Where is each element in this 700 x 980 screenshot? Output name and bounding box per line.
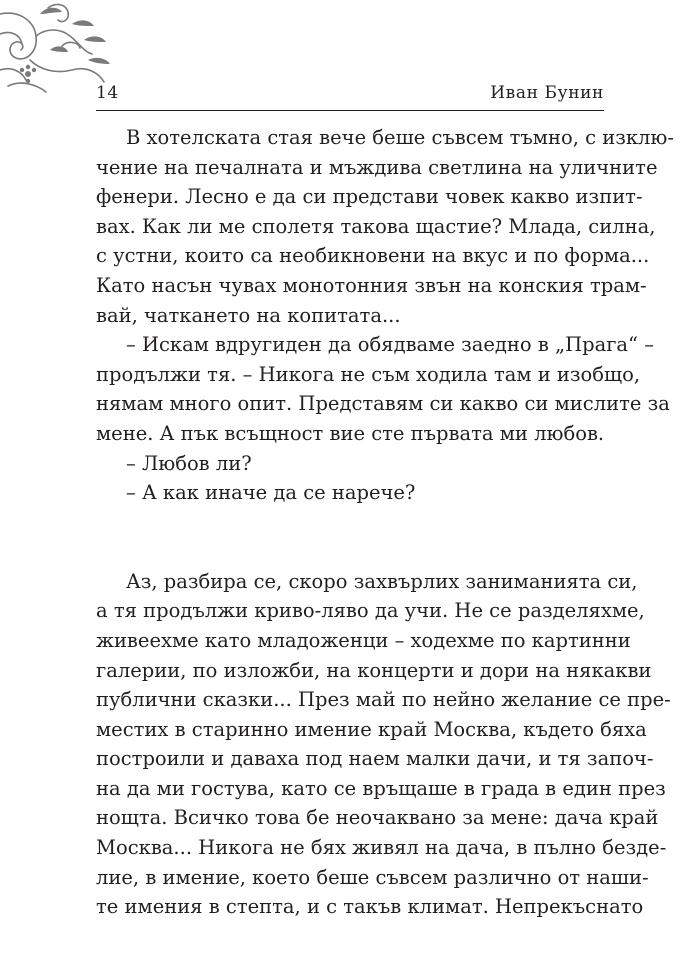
text-line: фенери. Лесно е да си представи човек какво изпит- bbox=[96, 185, 643, 209]
text-line: те имения в степта, и с такъв климат. Непрекъснато bbox=[96, 895, 644, 919]
text-line: продължи тя. – Никога не съм ходила там и изобщо, bbox=[96, 362, 641, 386]
text-line: галерии, по изложби, на концерти и дори на някакви bbox=[96, 658, 652, 682]
text-line: нощта. Всичко това бе неочаквано за мене: дача край bbox=[96, 806, 659, 830]
text-line: публични сказки... През май по нейно желание се пре- bbox=[96, 688, 671, 712]
corner-flourish-ornament bbox=[0, 0, 120, 96]
running-title: Иван Бунин bbox=[490, 83, 604, 103]
text-line: живеехме като младоженци – ходехме по картинни bbox=[96, 628, 631, 652]
text-line: – Любов ли? bbox=[126, 451, 252, 475]
section-break bbox=[96, 508, 604, 567]
paragraph-dialogue-reply bbox=[96, 478, 604, 508]
text-line: нямам много опит. Представям си какво си мислите за bbox=[96, 392, 670, 416]
paragraph-dialogue-love bbox=[96, 449, 604, 479]
paragraph-dialogue-praga bbox=[96, 330, 670, 448]
text-line: а тя продължи криво-ляво да учи. Не се разделяхме, bbox=[96, 599, 645, 623]
text-line: построили и даваха под наем малки дачи, и тя започ- bbox=[96, 747, 654, 771]
text-line: Като насън чувах монотонния звън на конския трам- bbox=[96, 273, 647, 297]
text-line: – А как иначе да се нарече? bbox=[126, 481, 416, 505]
text-line: В хотелската стая вече беше съвсем тъмно, с изклю- bbox=[126, 126, 674, 149]
header-rule bbox=[96, 110, 604, 111]
page-number: 14 bbox=[96, 83, 119, 103]
text-line: вай, чаткането на копитата... bbox=[96, 303, 401, 327]
text-line: – Искам вдругиден да обядваме заедно в „Прага“ – bbox=[126, 333, 654, 357]
paragraph-hotel-room bbox=[96, 123, 674, 330]
body-text bbox=[96, 123, 674, 922]
text-line: Москва... Никога не бях живял на дача, в пълно безде- bbox=[96, 836, 667, 860]
text-line: чение на печалната и мъждива светлина на уличните bbox=[96, 155, 658, 179]
text-line: мене. А пък всъщност вие сте първата ми любов. bbox=[96, 421, 605, 445]
text-line: вах. Как ли ме сполетя такова щастие? Млада, силна, bbox=[96, 214, 656, 238]
text-line: с устни, които са необикновени на вкус и по форма... bbox=[96, 244, 650, 268]
text-line: местих в старинно имение край Москва, където бяха bbox=[96, 717, 647, 741]
text-line: Аз, разбира се, скоро захвърлих заниманията си, bbox=[126, 569, 638, 593]
text-line: на да ми гостува, като се връщаше в града в един през bbox=[96, 776, 666, 800]
text-line: лие, в имение, което беше съвсем различно от наши- bbox=[96, 865, 649, 889]
paragraph-dacha bbox=[96, 567, 671, 922]
